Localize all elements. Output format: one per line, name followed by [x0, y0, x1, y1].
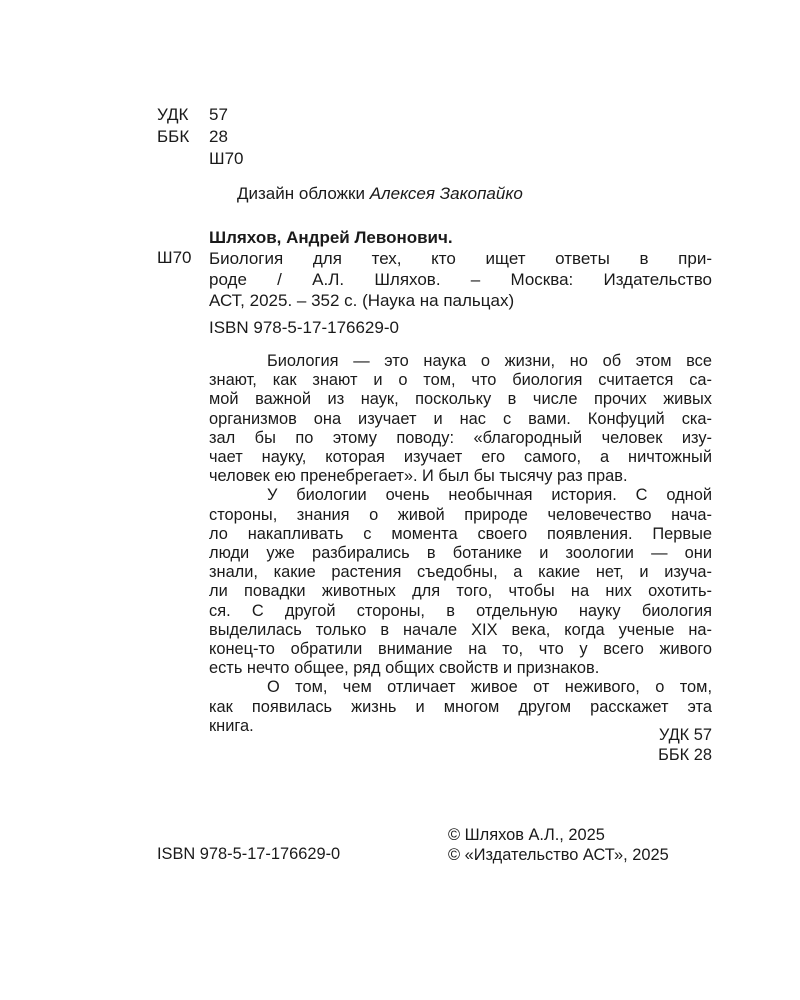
annotation-line: организмов она изучает и нас с вами. Конфуций ска- [209, 409, 712, 428]
footer-bbk: ББК 28 [658, 746, 712, 764]
annotation [209, 352, 712, 736]
annotation-line: зал бы по этому поводу: «благородный человек изу- [209, 428, 712, 447]
cutter-row [157, 148, 244, 170]
bibliographic-line: АСТ, 2025. – 352 с. (Наука на пальцах) [209, 291, 515, 310]
udk-value: 57 [209, 105, 228, 124]
cover-design-prefix: Дизайн обложки [237, 184, 365, 203]
bbk-value: 28 [209, 127, 228, 146]
copyright-author: © Шляхов А.Л., 2025 [448, 826, 605, 844]
bibliographic-line: роде / А.Л. Шляхов. – Москва: Издательство [209, 270, 712, 289]
annotation-line: люди уже разбирались в ботанике и зоологии — они [209, 544, 712, 563]
annotation-line: стороны, знания о живой природе человечество нача- [209, 505, 712, 524]
annotation-line: знают, как знают и о том, что биология считается са- [209, 371, 712, 390]
annotation-line: ся. С другой стороны, в отдельную науку биология [209, 601, 712, 620]
classification-codes [157, 104, 244, 170]
author-heading: Шляхов, Андрей Левонович. [209, 228, 453, 247]
annotation-line: У биологии очень необычная история. С одной [267, 486, 712, 505]
annotation-line: выделилась только в начале XIX века, когда ученые на- [209, 620, 712, 639]
annotation-line: мой важной из наук, поскольку в числе прочих живых [209, 390, 712, 409]
annotation-line: ло накапливать с момента своего появления. Первые [209, 524, 712, 543]
bbk-row [157, 126, 244, 148]
annotation-line: книга. [209, 716, 254, 735]
footer-classification [658, 725, 712, 765]
isbn-bottom: ISBN 978-5-17-176629-0 [157, 845, 341, 863]
bbk-label: ББК [157, 127, 190, 146]
cutter-code: Ш70 [209, 149, 244, 168]
udk-row [157, 104, 244, 126]
annotation-line: конец-то обратили внимание на то, что у всего живого [209, 640, 712, 659]
footer-udk: УДК 57 [658, 726, 712, 744]
copyright-publisher: © «Издательство АСТ», 2025 [448, 846, 669, 864]
copyright-block [448, 825, 669, 865]
cover-designer-name: Алексея Закопайко [369, 184, 523, 203]
annotation-line: знали, какие растения съедобны, а какие нет, и изуча- [209, 563, 712, 582]
annotation-line: Биология — это наука о жизни, но об этом все [267, 352, 712, 370]
udk-label: УДК [157, 105, 189, 124]
annotation-line: ли повадки животных для того, чтобы на них охотить- [209, 582, 712, 601]
isbn-record: ISBN 978-5-17-176629-0 [209, 318, 399, 337]
bibliographic-cutter: Ш70 [157, 248, 192, 267]
cover-design-credit [237, 184, 523, 204]
bibliographic-description [209, 248, 712, 311]
annotation-line: как появилась жизнь и многом другом расскажет эта [209, 697, 712, 716]
bibliographic-line: Биология для тех, кто ищет ответы в при- [209, 249, 712, 268]
annotation-line: чает науку, которая изучает его самого, а ничтожный [209, 448, 712, 467]
annotation-line: человек ею пренебрегает». И был бы тысячу раз прав. [209, 467, 628, 486]
annotation-line: О том, чем отличает живое от неживого, о том, [267, 678, 712, 697]
annotation-line: есть нечто общее, ряд общих свойств и признаков. [209, 659, 600, 678]
